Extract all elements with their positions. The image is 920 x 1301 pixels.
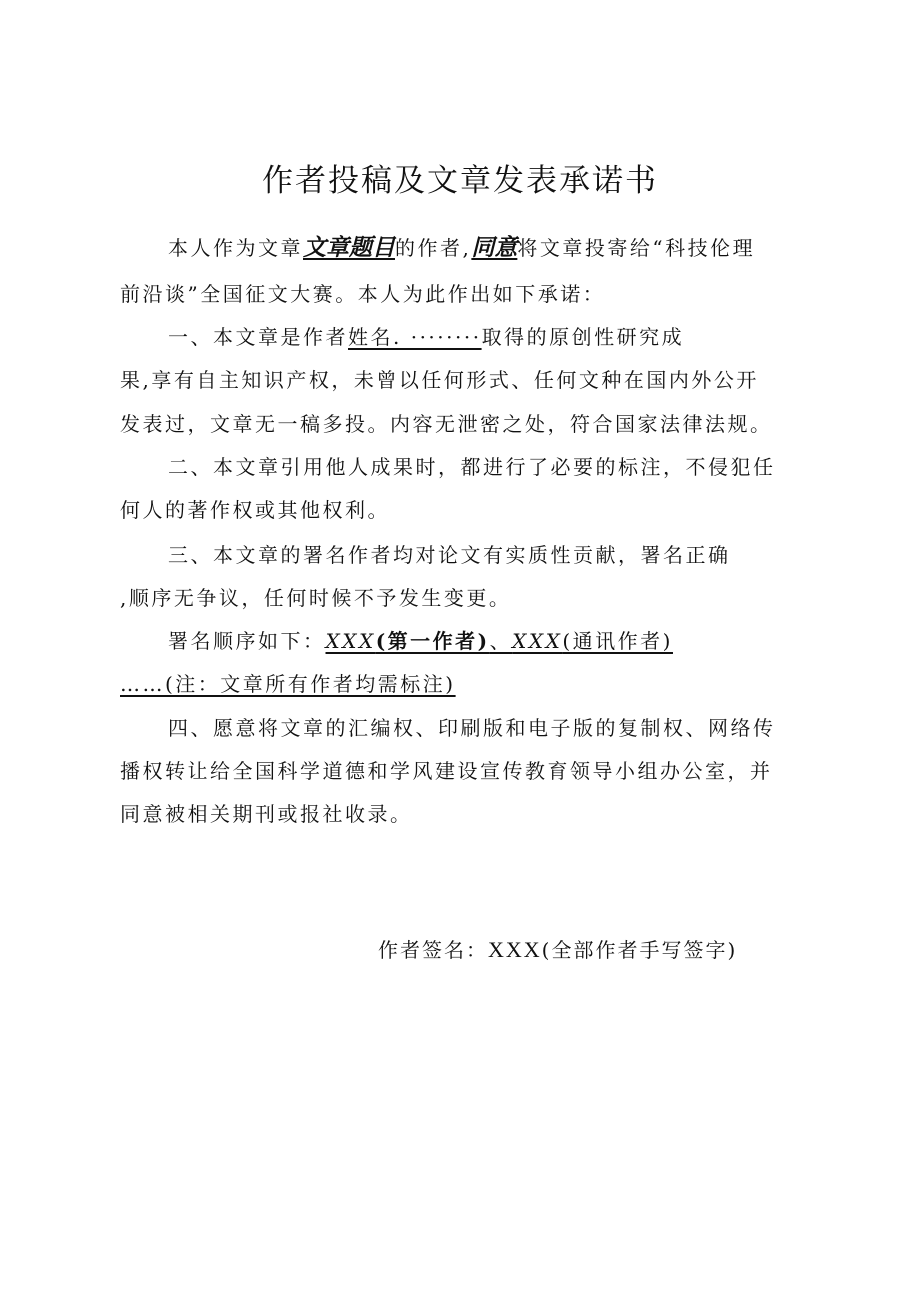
signature-label: 作者签名：	[378, 938, 488, 962]
author-order-line-1	[168, 627, 673, 655]
signature-name: XXX	[488, 937, 542, 962]
item1-line-1	[168, 323, 684, 351]
corresponding-author-role: (通讯作者)	[562, 629, 673, 653]
intro-text: 的作者,	[395, 236, 472, 260]
item2-line-2: 何人的著作权或其他权利。	[120, 498, 390, 522]
author-order-list	[326, 629, 673, 653]
item2-line-1: 二、本文章引用他人成果时，都进行了必要的标注，不侵犯任	[168, 455, 776, 479]
agree-word: 同意	[471, 235, 518, 261]
item4-line-3: 同意被相关期刊或报社收录。	[120, 802, 413, 826]
item1-text: 取得的原创性研究成	[481, 325, 685, 349]
signature-note: (全部作者手写签字)	[541, 938, 738, 962]
intro-line-1	[168, 234, 755, 262]
author-name-field: 姓名. ········	[348, 325, 482, 349]
item1-line-3: 发表过，文章无一稿多投。内容无泄密之处，符合国家法律法规。	[120, 412, 773, 436]
author-separator: 、	[489, 629, 513, 653]
intro-line-2: 前沿谈”全国征文大赛。本人为此作出如下承诺：	[120, 282, 606, 306]
first-author-name: XXX	[325, 629, 376, 653]
author-order-label: 署名顺序如下：	[168, 629, 326, 653]
item1-line-2: 果,享有自主知识产权，未曾以任何形式、任何文种在国内外公开	[120, 368, 759, 392]
intro-text: 将文章投寄给“科技伦理	[517, 236, 756, 260]
signature-line	[378, 934, 737, 963]
corresponding-author-name: XXX	[512, 629, 563, 653]
article-title-placeholder: 文章题目	[303, 235, 395, 261]
first-author-role: (第一作者)	[375, 629, 490, 653]
item3-line-2: ,顺序无争议，任何时候不予发生变更。	[120, 586, 512, 610]
item4-line-1: 四、愿意将文章的汇编权、印刷版和电子版的复制权、网络传	[168, 716, 776, 740]
item1-text: 一、本文章是作者	[168, 325, 348, 349]
document-title: 作者投稿及文章发表承诺书	[262, 163, 658, 199]
intro-text: 本人作为文章	[168, 236, 303, 260]
item4-line-2: 播权转让给全国科学道德和学风建设宣传教育领导小组办公室，并	[120, 759, 773, 783]
author-order-line-2: ……(注：文章所有作者均需标注)	[120, 672, 456, 696]
item3-line-1: 三、本文章的署名作者均对论文有实质性贡献，署名正确	[168, 543, 731, 567]
